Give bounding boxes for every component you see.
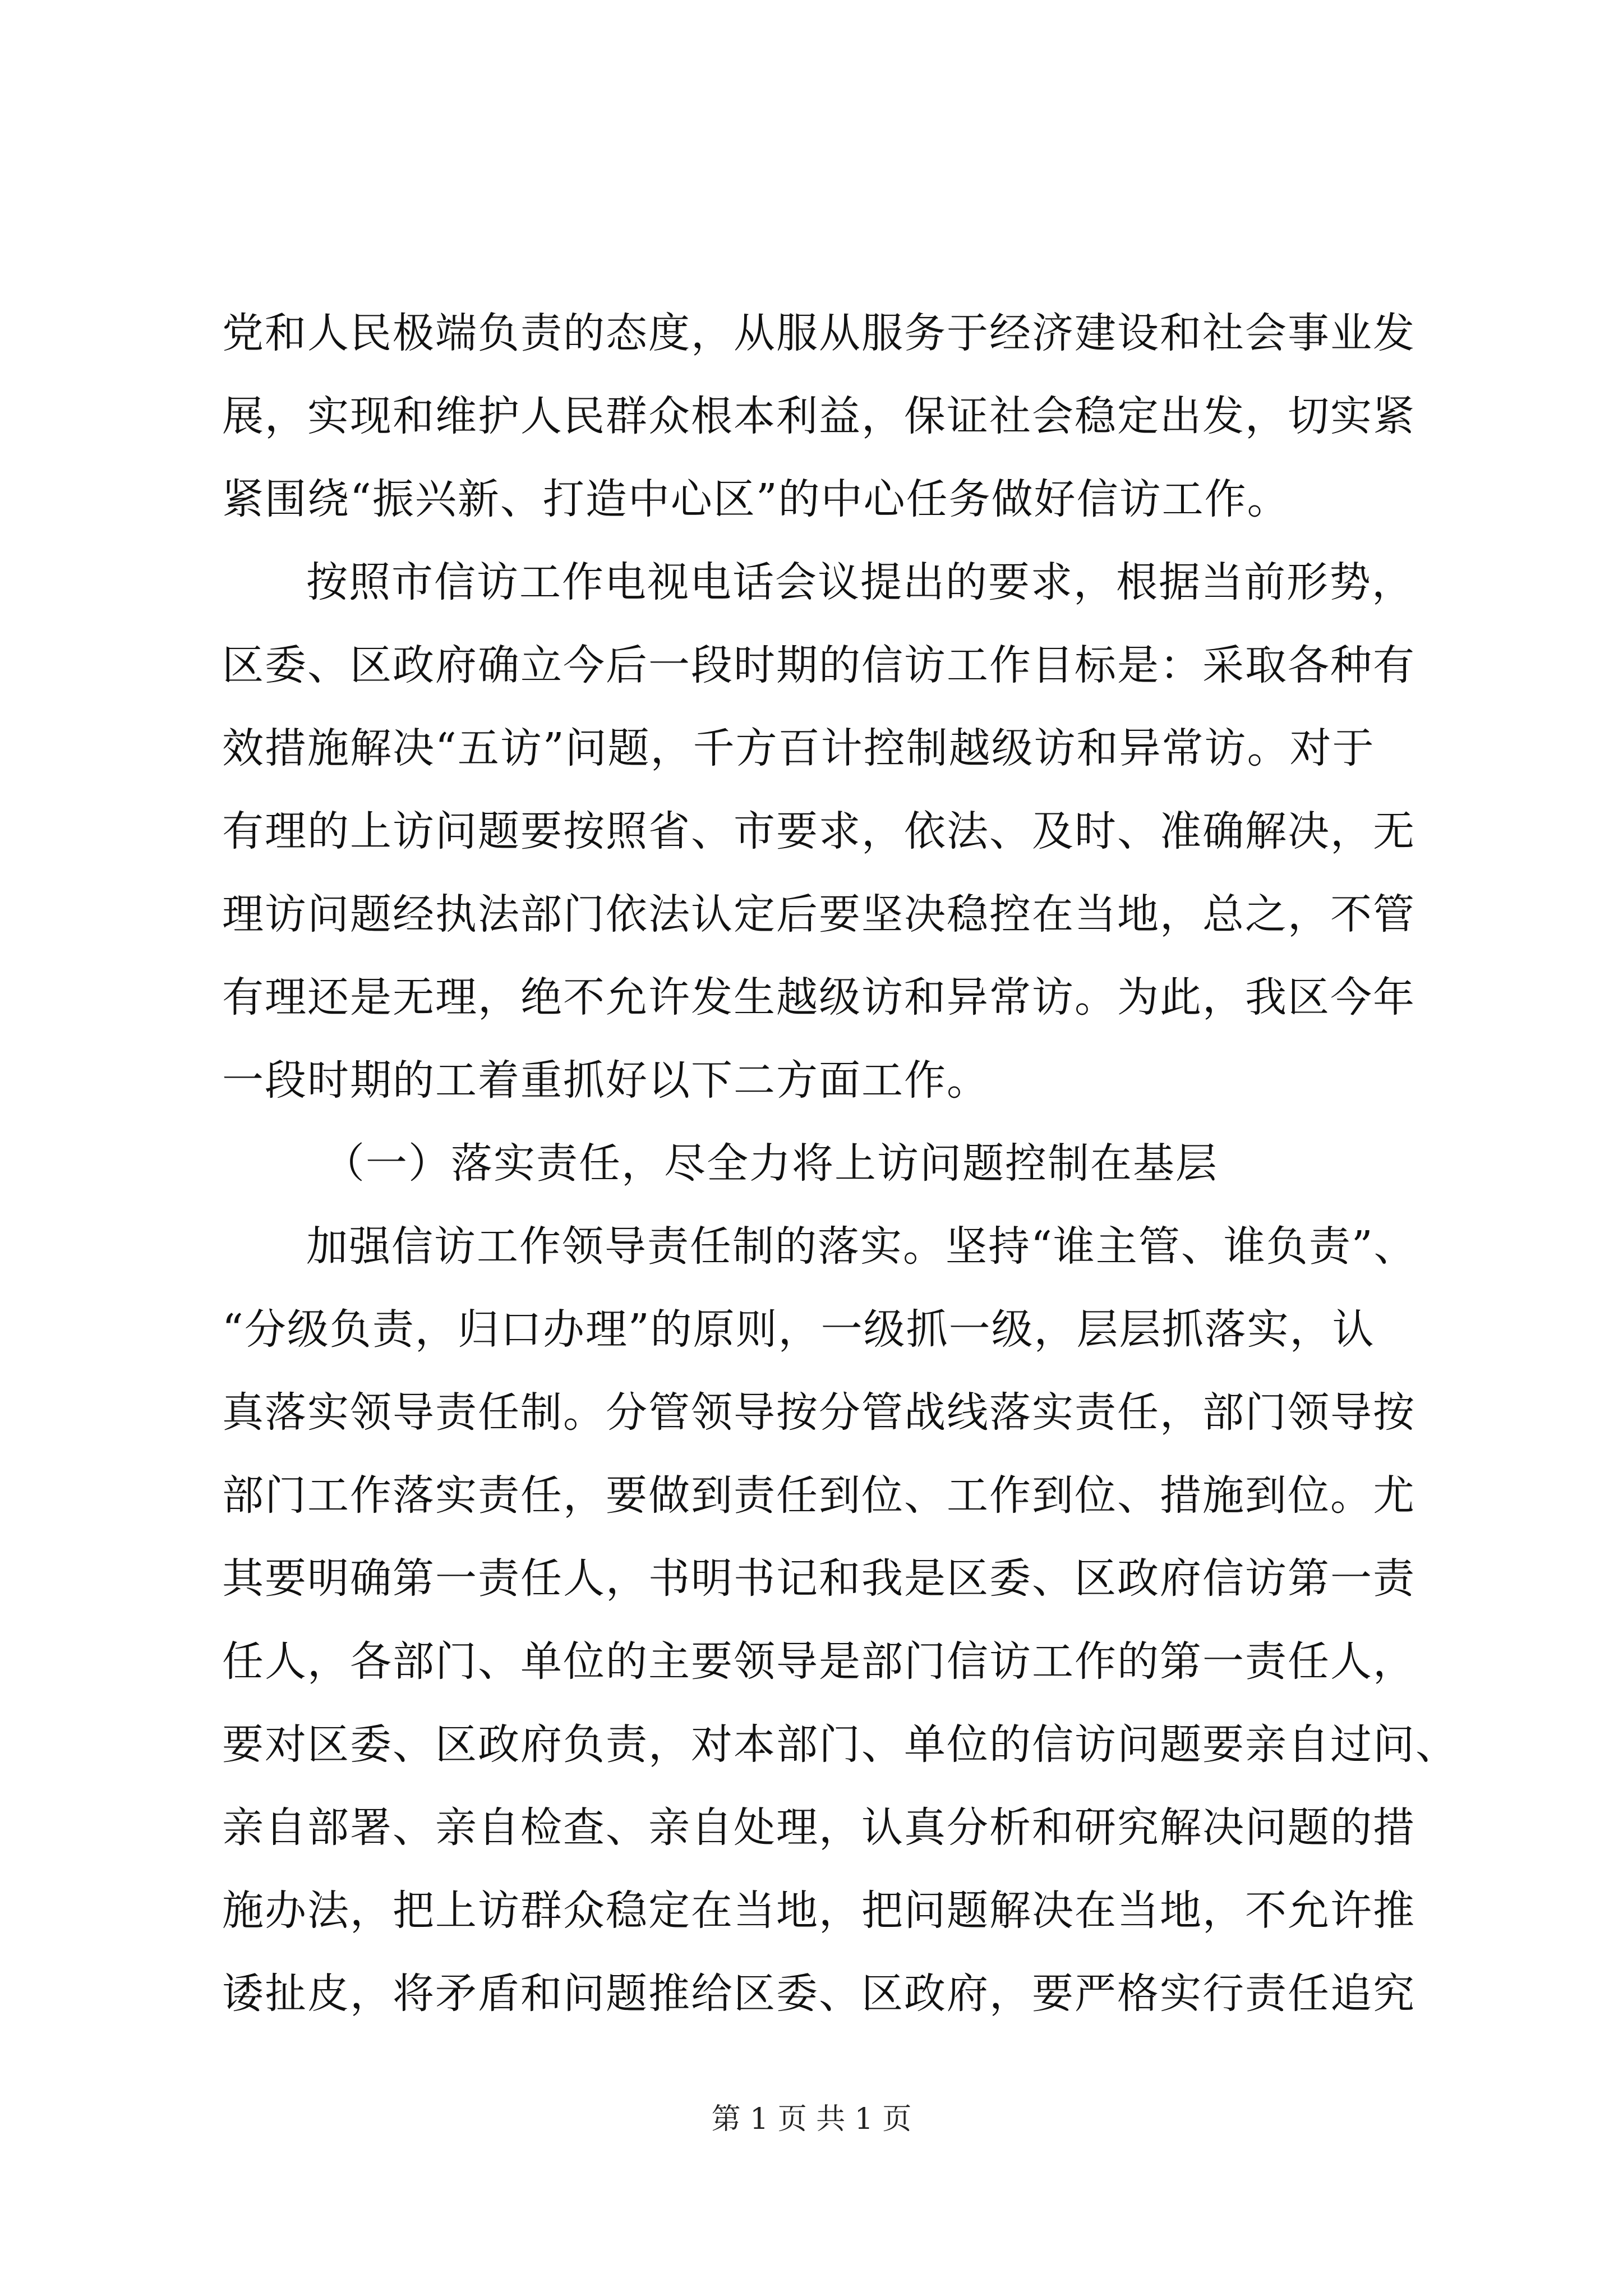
text-line: 要对区委、区政府负责，对本部门、单位的信访问题要亲自过问、	[222, 1720, 1458, 1769]
paragraph-start-line: 加强信访工作领导责任制的落实。坚持“谁主管、谁负责”、	[306, 1222, 1417, 1271]
page-number-footer: 第 1 页 共 1 页	[711, 2102, 912, 2136]
text-line: 任人，各部门、单位的主要领导是部门信访工作的第一责任人，	[222, 1637, 1415, 1686]
text-line: 效措施解决“五访”问题，千方百计控制越级访和异常访。对于	[222, 724, 1375, 772]
text-line: 党和人民极端负责的态度，从服从服务于经济建设和社会事业发	[222, 309, 1415, 357]
text-line: 区委、区政府确立今后一段时期的信访工作目标是：采取各种有	[222, 641, 1415, 689]
text-line: 其要明确第一责任人，书明书记和我是区委、区政府信访第一责	[222, 1554, 1415, 1603]
text-line: “分级负责，归口办理”的原则，一级抓一级，层层抓落实，认	[222, 1305, 1375, 1354]
text-line: 部门工作落实责任，要做到责任到位、工作到位、措施到位。尤	[222, 1471, 1415, 1520]
text-line: 展，实现和维护人民群众根本利益，保证社会稳定出发，切实紧	[222, 392, 1415, 440]
section-heading: （一）落实责任，尽全力将上访问题控制在基层	[323, 1139, 1218, 1188]
paragraph-start-line: 按照市信访工作电视电话会议提出的要求，根据当前形势，	[306, 558, 1414, 606]
text-line: 有理还是无理，绝不允许发生越级访和异常访。为此，我区今年	[222, 973, 1415, 1022]
text-line: 一段时期的工着重抓好以下二方面工作。	[222, 1056, 989, 1105]
text-line: 有理的上访问题要按照省、市要求，依法、及时、准确解决，无	[222, 807, 1415, 855]
text-line: 紧围绕“振兴新、打造中心区”的中心任务做好信访工作。	[222, 475, 1290, 523]
text-line: 施办法，把上访群众稳定在当地，把问题解决在当地，不允许推	[222, 1887, 1415, 1935]
text-line: 亲自部署、亲自检查、亲自处理，认真分析和研究解决问题的措	[222, 1803, 1415, 1852]
text-line: 理访问题经执法部门依法认定后要坚决稳控在当地，总之，不管	[222, 890, 1415, 938]
document-body	[222, 292, 1458, 2035]
text-line: 真落实领导责任制。分管领导按分管战线落实责任，部门领导按	[222, 1388, 1415, 1437]
text-line: 诿扯皮，将矛盾和问题推给区委、区政府，要严格实行责任追究	[222, 1970, 1415, 2018]
